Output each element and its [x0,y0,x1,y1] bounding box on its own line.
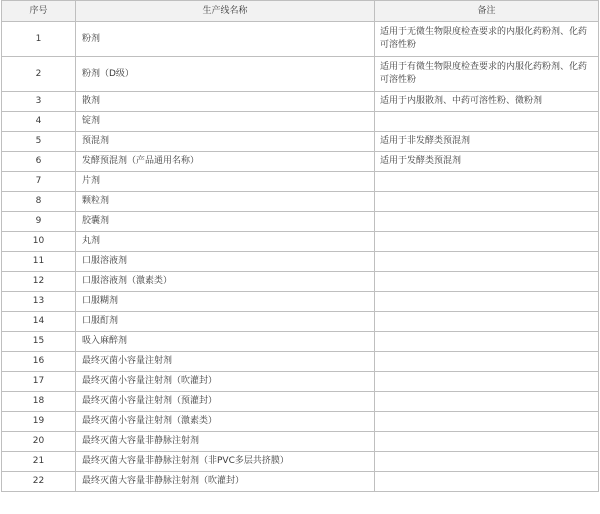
row-serial-number: 8 [2,192,76,212]
row-serial-number: 22 [2,472,76,492]
row-serial-number: 4 [2,112,76,132]
row-serial-number: 12 [2,272,76,292]
production-line-table-container [1,0,599,492]
row-remarks: 适用于有微生物限度检查要求的内服化药粉剂、化药可溶性粉 [375,57,599,92]
row-line-name: 吸入麻醉剂 [76,332,375,352]
row-serial-number: 14 [2,312,76,332]
row-serial-number: 15 [2,332,76,352]
table-row [2,112,599,132]
table-row [2,352,599,372]
table-row [2,132,599,152]
row-remarks [375,372,599,392]
row-serial-number: 19 [2,412,76,432]
row-remarks [375,392,599,412]
header-line-name: 生产线名称 [76,1,375,22]
row-line-name: 胶囊剂 [76,212,375,232]
row-line-name: 预混剂 [76,132,375,152]
row-serial-number: 11 [2,252,76,272]
table-row [2,432,599,452]
row-line-name: 锭剂 [76,112,375,132]
table-row [2,472,599,492]
table-row [2,272,599,292]
row-remarks [375,452,599,472]
table-body [2,22,599,492]
table-row [2,312,599,332]
row-line-name: 口服溶液剂 [76,252,375,272]
table-header-row [2,1,599,22]
row-line-name: 最终灭菌大容量非静脉注射剂 [76,432,375,452]
row-remarks [375,272,599,292]
row-remarks [375,192,599,212]
row-remarks [375,112,599,132]
row-serial-number: 10 [2,232,76,252]
table-row [2,452,599,472]
row-remarks: 适用于发酵类预混剂 [375,152,599,172]
table-row [2,212,599,232]
row-line-name: 口服糊剂 [76,292,375,312]
header-serial-number: 序号 [2,1,76,22]
row-remarks [375,432,599,452]
header-remarks: 备注 [375,1,599,22]
table-row [2,152,599,172]
row-line-name: 散剂 [76,92,375,112]
row-serial-number: 6 [2,152,76,172]
row-line-name: 片剂 [76,172,375,192]
table-row [2,412,599,432]
row-line-name: 发酵预混剂（产品通用名称） [76,152,375,172]
row-line-name: 最终灭菌小容量注射剂 [76,352,375,372]
row-serial-number: 9 [2,212,76,232]
row-line-name: 最终灭菌大容量非静脉注射剂（非PVC多层共挤膜） [76,452,375,472]
row-line-name: 口服溶液剂（激素类） [76,272,375,292]
row-serial-number: 21 [2,452,76,472]
row-remarks: 适用于非发酵类预混剂 [375,132,599,152]
table-row [2,57,599,92]
production-line-table [1,0,599,492]
row-serial-number: 17 [2,372,76,392]
row-serial-number: 5 [2,132,76,152]
row-serial-number: 20 [2,432,76,452]
table-row [2,332,599,352]
row-line-name: 最终灭菌小容量注射剂（吹灌封） [76,372,375,392]
table-row [2,232,599,252]
row-line-name: 粉剂（D级） [76,57,375,92]
row-line-name: 粉剂 [76,22,375,57]
table-row [2,172,599,192]
row-remarks [375,332,599,352]
row-serial-number: 18 [2,392,76,412]
row-remarks [375,472,599,492]
table-row [2,292,599,312]
row-remarks: 适用于内服散剂、中药可溶性粉、微粉剂 [375,92,599,112]
row-remarks [375,232,599,252]
row-remarks [375,412,599,432]
table-row [2,192,599,212]
table-row [2,22,599,57]
row-line-name: 最终灭菌小容量注射剂（预灌封） [76,392,375,412]
row-line-name: 口服酊剂 [76,312,375,332]
row-line-name: 颗粒剂 [76,192,375,212]
row-serial-number: 2 [2,57,76,92]
table-row [2,92,599,112]
row-serial-number: 7 [2,172,76,192]
row-remarks [375,312,599,332]
row-remarks [375,292,599,312]
table-row [2,392,599,412]
table-row [2,252,599,272]
row-remarks [375,352,599,372]
row-line-name: 最终灭菌大容量非静脉注射剂（吹灌封） [76,472,375,492]
row-remarks: 适用于无微生物限度检查要求的内服化药粉剂、化药可溶性粉 [375,22,599,57]
row-line-name: 最终灭菌小容量注射剂（激素类） [76,412,375,432]
row-remarks [375,212,599,232]
row-serial-number: 13 [2,292,76,312]
row-remarks [375,172,599,192]
row-serial-number: 1 [2,22,76,57]
row-remarks [375,252,599,272]
row-serial-number: 3 [2,92,76,112]
row-line-name: 丸剂 [76,232,375,252]
table-row [2,372,599,392]
row-serial-number: 16 [2,352,76,372]
